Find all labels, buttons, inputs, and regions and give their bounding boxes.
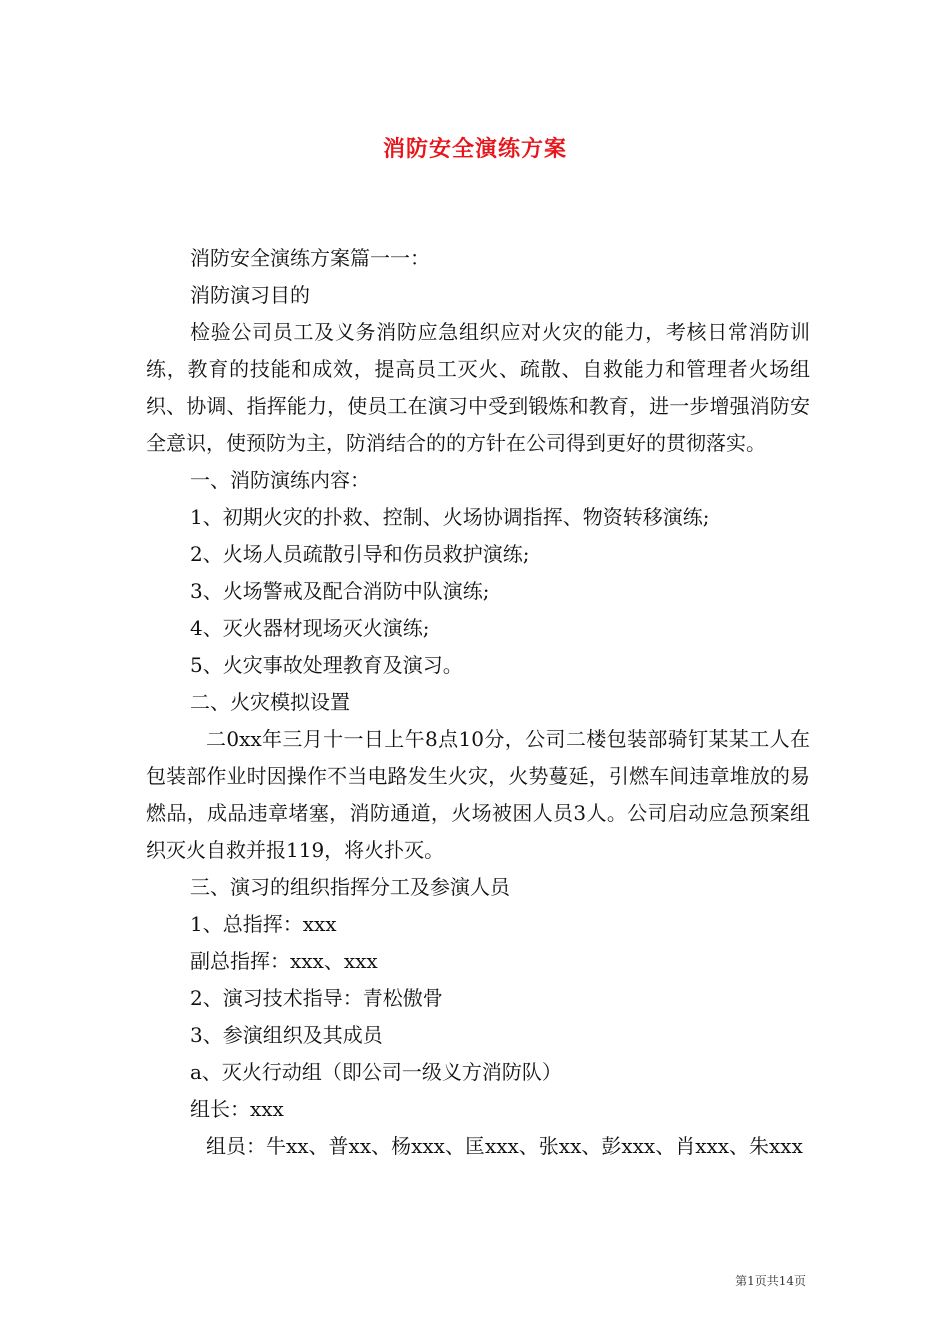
list-item: 2、火场人员疏散引导和伤员救护演练; (190, 542, 530, 566)
paragraph: 组员：牛xx、普xx、杨xxx、匡xxx、张xx、彭xxx、肖xxx、朱xxx (206, 1134, 803, 1158)
paragraph: a、灭火行动组（即公司一级义方消防队） (190, 1060, 562, 1084)
page-number: 第1页共14页 (735, 1274, 806, 1288)
paragraph: 二、火灾模拟设置 (190, 690, 350, 714)
paragraph: 2、演习技术指导：青松傲骨 (190, 986, 443, 1010)
paragraph: 检验公司员工及义务消防应急组织应对火灾的能力，考核日常消防训练，教育的技能和成效，提高员工灭火、疏散、自救能力和管理者火场组织、协调、指挥能力，使员工在演习中受到锻炼和教育，进一步增强消防安全意识，使预防为主，防消结合的的方针在公司得到更好的贯彻落实。 (146, 320, 810, 455)
list-item: 1、初期火灾的扑救、控制、火场协调指挥、物资转移演练; (190, 505, 710, 529)
paragraph: 1、总指挥：xxx (190, 912, 337, 936)
paragraph: 三、演习的组织指挥分工及参演人员 (190, 875, 510, 899)
document-body (146, 240, 810, 1165)
paragraph: 组长：xxx (190, 1097, 284, 1121)
paragraph: 副总指挥：xxx、xxx (190, 949, 378, 973)
document-title: 消防安全演练方案 (382, 136, 567, 162)
paragraph: 二0xx年三月十一日上午8点10分，公司二楼包装部骑钉某某工人在包装部作业时因操作不当电路发生火灾，火势蔓延，引燃车间违章堆放的易燃品，成品违章堵塞，消防通道，火场被困人员3人。公司启动应急预案组织灭火自救并报119，将火扑灭。 (146, 727, 810, 862)
paragraph: 消防演习目的 (190, 283, 310, 307)
paragraph: 一、消防演练内容： (190, 468, 370, 492)
paragraph: 3、参演组织及其成员 (190, 1023, 383, 1047)
list-item: 5、火灾事故处理教育及演习。 (190, 653, 463, 677)
list-item: 3、火场警戒及配合消防中队演练; (190, 579, 490, 603)
section-heading: 消防安全演练方案篇一一： (190, 246, 430, 270)
list-item: 4、灭火器材现场灭火演练; (190, 616, 430, 640)
